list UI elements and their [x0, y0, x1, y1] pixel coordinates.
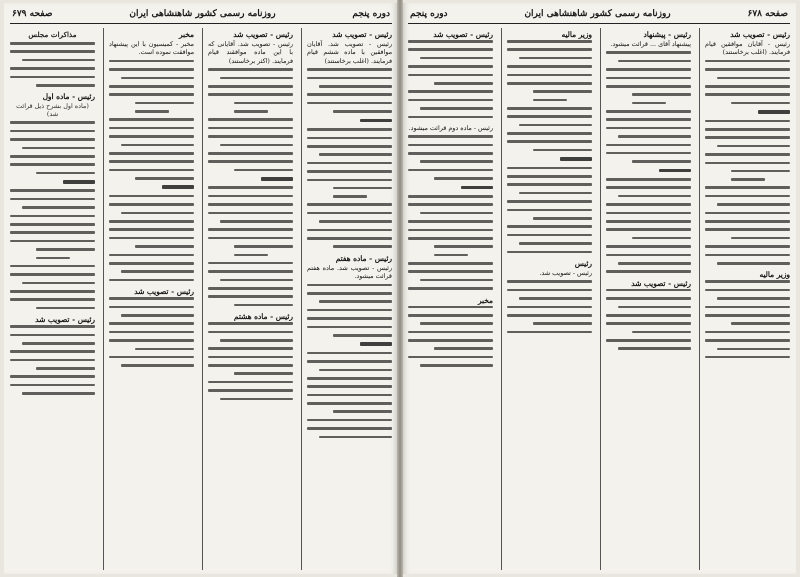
text-lines — [408, 306, 493, 367]
col-paragraph: رئیس - ماده دوم قرائت میشود. — [408, 123, 493, 132]
col-paragraph: رئیس - تصویب شد. — [539, 268, 592, 277]
col-heading: رئیس - ماده هشتم — [233, 312, 293, 322]
text-lines — [408, 135, 493, 289]
text-lines — [10, 325, 95, 395]
text-lines — [705, 280, 790, 358]
col-heading: رئیس - تصویب شد — [233, 30, 293, 39]
text-lines — [507, 280, 592, 333]
col-heading: وزیر مالیه — [759, 270, 790, 280]
col-heading: رئیس - تصویب شد — [631, 278, 691, 288]
left-col-4 — [10, 28, 95, 570]
right-running-head — [408, 7, 790, 24]
right-page — [402, 3, 796, 574]
col-heading: رئیس - ماده اول — [42, 92, 95, 102]
left-journal-title: روزنامه رسمی کشور شاهنشاهی ایران — [129, 9, 276, 19]
text-lines — [10, 121, 95, 309]
text-lines — [705, 60, 790, 265]
col-heading: رئیس — [574, 258, 592, 268]
text-lines — [606, 51, 691, 273]
text-lines — [208, 322, 293, 400]
col-heading: وزیر مالیه — [561, 30, 592, 39]
col-paragraph: مخبر - کمیسیون با این پیشنهاد موافقت نموده است. — [109, 40, 194, 57]
col-heading: مخبر — [477, 295, 493, 305]
text-lines — [307, 68, 392, 248]
text-lines — [307, 284, 392, 439]
left-page-number: صفحه ۶۷۹ — [12, 9, 53, 19]
right-journal-title: روزنامه رسمی کشور شاهنشاهی ایران — [524, 9, 671, 19]
col-paragraph: رئیس - تصویب شد. آقایانی که با این ماده موافقند قیام فرمایند. (اکثر برخاستند) — [208, 40, 293, 65]
col-paragraph: پیشنهاد آقای ... قرائت میشود. — [610, 40, 691, 48]
book-gutter — [397, 0, 403, 577]
col-heading: رئیس - تصویب شد — [332, 30, 392, 39]
right-col-2 — [600, 28, 691, 570]
col-heading: رئیس - تصویب شد — [433, 30, 493, 39]
col-heading: رئیس - تصویب شد — [35, 315, 95, 325]
left-running-head — [10, 7, 392, 24]
col-paragraph: رئیس - تصویب شد. ماده هفتم قرائت میشود. — [307, 263, 392, 281]
section-title: مذاکرات مجلس — [28, 30, 77, 39]
text-lines — [606, 289, 691, 350]
right-page-number: صفحه ۶۷۸ — [747, 9, 788, 19]
text-lines — [208, 68, 293, 306]
right-columns — [408, 28, 790, 570]
col-note: (ماده اول بشرح ذیل قرائت شد) — [16, 102, 89, 119]
left-columns — [10, 28, 392, 570]
left-edition: دوره پنجم — [352, 9, 390, 19]
col-paragraph: رئیس - آقایان موافقین قیام فرمایند. (اغلب برخاستند) — [705, 40, 790, 57]
right-col-1 — [699, 28, 790, 570]
right-col-4 — [408, 28, 493, 570]
left-page — [4, 3, 398, 574]
text-lines — [507, 40, 592, 253]
col-heading: رئیس - تصویب شد — [134, 287, 194, 297]
left-col-3 — [103, 28, 194, 570]
col-heading: رئیس - پیشنهاد — [643, 30, 691, 39]
text-lines — [109, 297, 194, 367]
text-lines — [10, 42, 95, 87]
col-paragraph: رئیس - تصویب شد. آقایان موافقین با ماده ششم قیام فرمایند. (اغلب برخاستند) — [307, 40, 392, 65]
col-heading: مخبر — [178, 30, 194, 39]
left-col-2 — [202, 28, 293, 570]
col-heading: رئیس - ماده هفتم — [335, 253, 392, 263]
right-edition: دوره پنجم — [410, 9, 448, 19]
text-lines — [109, 60, 194, 282]
col-heading: رئیس - تصویب شد — [730, 30, 790, 39]
right-col-3 — [501, 28, 592, 570]
text-lines — [408, 40, 493, 118]
left-col-1 — [301, 28, 392, 570]
